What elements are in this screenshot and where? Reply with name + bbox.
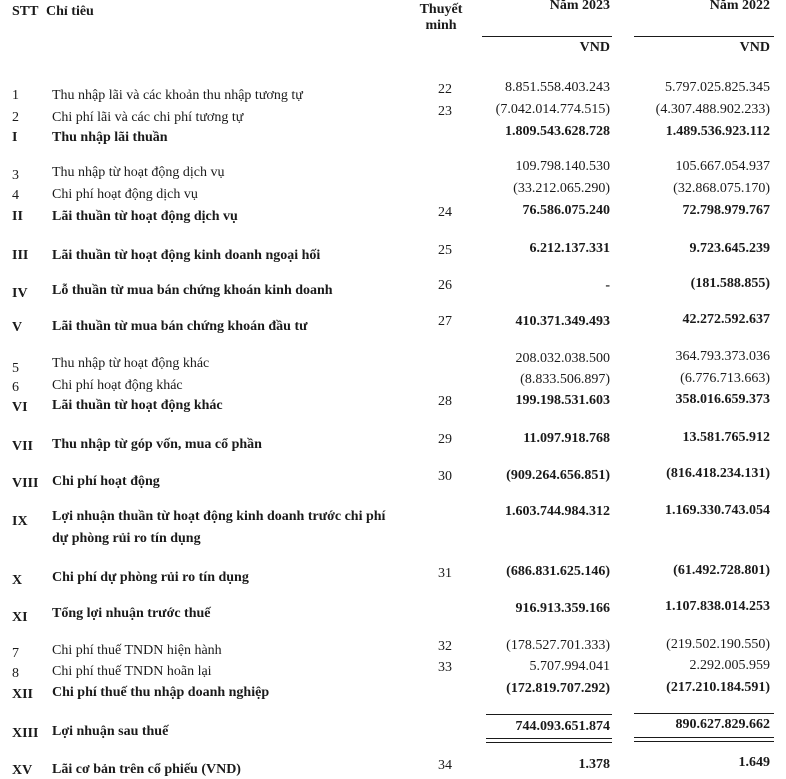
total-rule-top-2022 xyxy=(634,713,774,714)
row-stt: 7 xyxy=(12,646,19,661)
row-note: 28 xyxy=(438,394,452,409)
row-stt: 8 xyxy=(12,666,19,681)
header-indicator: Chỉ tiêu xyxy=(46,4,94,19)
row-note: 26 xyxy=(438,278,452,293)
row-stt: 2 xyxy=(12,110,19,125)
row-value-2022: (4.307.488.902.233) xyxy=(655,102,770,117)
total-double-rule-2022 xyxy=(634,737,774,742)
row-note: 33 xyxy=(438,660,452,675)
row-stt: 3 xyxy=(12,168,19,183)
row-label: Lỗ thuần từ mua bán chứng khoán kinh doanh xyxy=(52,283,333,298)
row-label: Lãi thuần từ mua bán chứng khoán đầu tư xyxy=(52,319,308,334)
row-value-2023: 410.371.349.493 xyxy=(515,314,610,329)
row-value-2022: (816.418.234.131) xyxy=(666,466,770,481)
row-note: 32 xyxy=(438,639,452,654)
row-value-2023: 76.586.075.240 xyxy=(522,203,610,218)
row-label: Chi phí thuế TNDN hoãn lại xyxy=(52,664,212,679)
row-value-2023: (172.819.707.292) xyxy=(506,681,610,696)
row-value-2022: (61.492.728.801) xyxy=(673,563,770,578)
row-value-2023: (686.831.625.146) xyxy=(506,564,610,579)
row-value-2022: 890.627.829.662 xyxy=(675,717,770,732)
row-note: 29 xyxy=(438,432,452,447)
header-year-2023: Năm 2023 xyxy=(549,0,610,13)
row-stt: III xyxy=(12,248,29,263)
row-label: Chi phí hoạt động xyxy=(52,474,160,489)
row-note: 27 xyxy=(438,314,452,329)
row-value-2023: (8.833.506.897) xyxy=(520,372,610,387)
row-stt: XIII xyxy=(12,726,39,741)
header-stt: STT xyxy=(12,4,39,19)
row-value-2022: 72.798.979.767 xyxy=(682,203,770,218)
row-stt: VII xyxy=(12,439,34,454)
row-note: 31 xyxy=(438,566,452,581)
row-stt: XV xyxy=(12,763,33,778)
row-value-2022: 1.107.838.014.253 xyxy=(665,599,770,614)
row-stt: II xyxy=(12,209,23,224)
row-value-2023: 5.707.994.041 xyxy=(529,659,610,674)
row-note: 24 xyxy=(438,205,452,220)
row-value-2022: (217.210.184.591) xyxy=(666,680,770,695)
total-rule-top-2023 xyxy=(486,714,612,715)
row-value-2023: (7.042.014.774.515) xyxy=(495,102,610,117)
row-value-2023: 1.809.543.628.728 xyxy=(505,124,610,139)
row-stt: X xyxy=(12,573,23,588)
row-label: Lãi thuần từ hoạt động dịch vụ xyxy=(52,209,238,224)
row-label: Lãi cơ bản trên cổ phiếu (VND) xyxy=(52,762,241,777)
row-value-2022: 1.649 xyxy=(738,755,770,770)
row-label: Chi phí thuế thu nhập doanh nghiệp xyxy=(52,685,270,700)
row-label: Thu nhập từ góp vốn, mua cổ phần xyxy=(52,437,262,452)
row-stt: XI xyxy=(12,610,28,625)
row-value-2023: 11.097.918.768 xyxy=(523,431,610,446)
row-label: Chi phí lãi và các chi phí tương tự xyxy=(52,110,244,125)
total-double-rule-2023 xyxy=(486,738,612,743)
row-stt: IV xyxy=(12,286,28,301)
row-value-2023: 916.913.359.166 xyxy=(515,601,610,616)
row-label: Lãi thuần từ hoạt động khác xyxy=(52,398,223,413)
row-value-2023: 109.798.140.530 xyxy=(515,159,610,174)
row-label: Thu nhập lãi và các khoản thu nhập tương tự xyxy=(52,88,303,103)
row-note: 22 xyxy=(438,82,452,97)
row-value-2023: 8.851.558.403.243 xyxy=(505,80,610,95)
row-label: Thu nhập lãi thuần xyxy=(52,130,168,145)
row-stt: VIII xyxy=(12,476,39,491)
row-value-2022: (181.588.855) xyxy=(690,276,770,291)
row-value-2023: 208.032.038.500 xyxy=(515,351,610,366)
row-value-2022: 9.723.645.239 xyxy=(689,241,770,256)
header-note-line1: Thuyết xyxy=(419,2,463,17)
row-value-2022: 13.581.765.912 xyxy=(682,430,770,445)
row-value-2023: 6.212.137.331 xyxy=(529,241,610,256)
row-label: Lợi nhuận thuần từ hoạt động kinh doanh trước chi phí xyxy=(52,509,386,524)
row-value-2023: (178.527.701.333) xyxy=(506,638,610,653)
row-stt: VI xyxy=(12,400,28,415)
row-label: Chi phí thuế TNDN hiện hành xyxy=(52,643,222,658)
row-stt: 6 xyxy=(12,380,19,395)
row-value-2023: (909.264.656.851) xyxy=(506,468,610,483)
row-label: Chi phí hoạt động dịch vụ xyxy=(52,187,198,202)
row-value-2023: 1.603.744.984.312 xyxy=(505,504,610,519)
row-note: 23 xyxy=(438,104,452,119)
row-label: Thu nhập từ hoạt động khác xyxy=(52,356,210,371)
row-value-2023: (33.212.065.290) xyxy=(513,181,610,196)
row-label: Tổng lợi nhuận trước thuế xyxy=(52,606,211,621)
row-value-2022: 5.797.025.825.345 xyxy=(665,80,770,95)
row-value-2023: 744.093.651.874 xyxy=(515,719,610,734)
row-value-2022: 105.667.054.937 xyxy=(675,159,770,174)
row-value-2022: 1.169.330.743.054 xyxy=(665,503,770,518)
header-unit-2022: VND xyxy=(739,40,770,55)
row-stt: 1 xyxy=(12,88,19,103)
row-value-2022: 1.489.536.923.112 xyxy=(665,124,770,139)
row-label: Chi phí hoạt động khác xyxy=(52,378,183,393)
row-stt: V xyxy=(12,320,23,335)
row-note: 25 xyxy=(438,243,452,258)
row-value-2022: 42.272.592.637 xyxy=(682,312,770,327)
row-value-2022: (219.502.190.550) xyxy=(666,637,770,652)
row-value-2022: (32.868.075.170) xyxy=(673,181,770,196)
row-value-2023: 199.198.531.603 xyxy=(515,393,610,408)
row-label: Chi phí dự phòng rủi ro tín dụng xyxy=(52,570,249,585)
row-stt: 4 xyxy=(12,188,19,203)
row-value-2022: 2.292.005.959 xyxy=(689,658,770,673)
row-stt: I xyxy=(12,130,18,145)
row-value-2023: - xyxy=(605,278,610,293)
header-year-2022: Năm 2022 xyxy=(709,0,770,13)
row-label: Lãi thuần từ hoạt động kinh doanh ngoại hối xyxy=(52,248,321,263)
row-value-2023: 1.378 xyxy=(578,757,610,772)
row-label: Lợi nhuận sau thuế xyxy=(52,724,169,739)
header-rule-2023 xyxy=(482,36,612,37)
row-note: 30 xyxy=(438,469,452,484)
row-label-line2: dự phòng rủi ro tín dụng xyxy=(52,531,201,546)
row-stt: 5 xyxy=(12,361,19,376)
header-note-line2: minh xyxy=(425,18,457,33)
header-rule-2022 xyxy=(634,36,774,37)
row-value-2022: 358.016.659.373 xyxy=(675,392,770,407)
row-label: Thu nhập từ hoạt động dịch vụ xyxy=(52,165,225,180)
row-value-2022: (6.776.713.663) xyxy=(680,371,770,386)
row-note: 34 xyxy=(438,758,452,773)
row-stt: XII xyxy=(12,687,34,702)
row-stt: IX xyxy=(12,514,28,529)
row-value-2022: 364.793.373.036 xyxy=(675,349,770,364)
header-unit-2023: VND xyxy=(579,40,610,55)
